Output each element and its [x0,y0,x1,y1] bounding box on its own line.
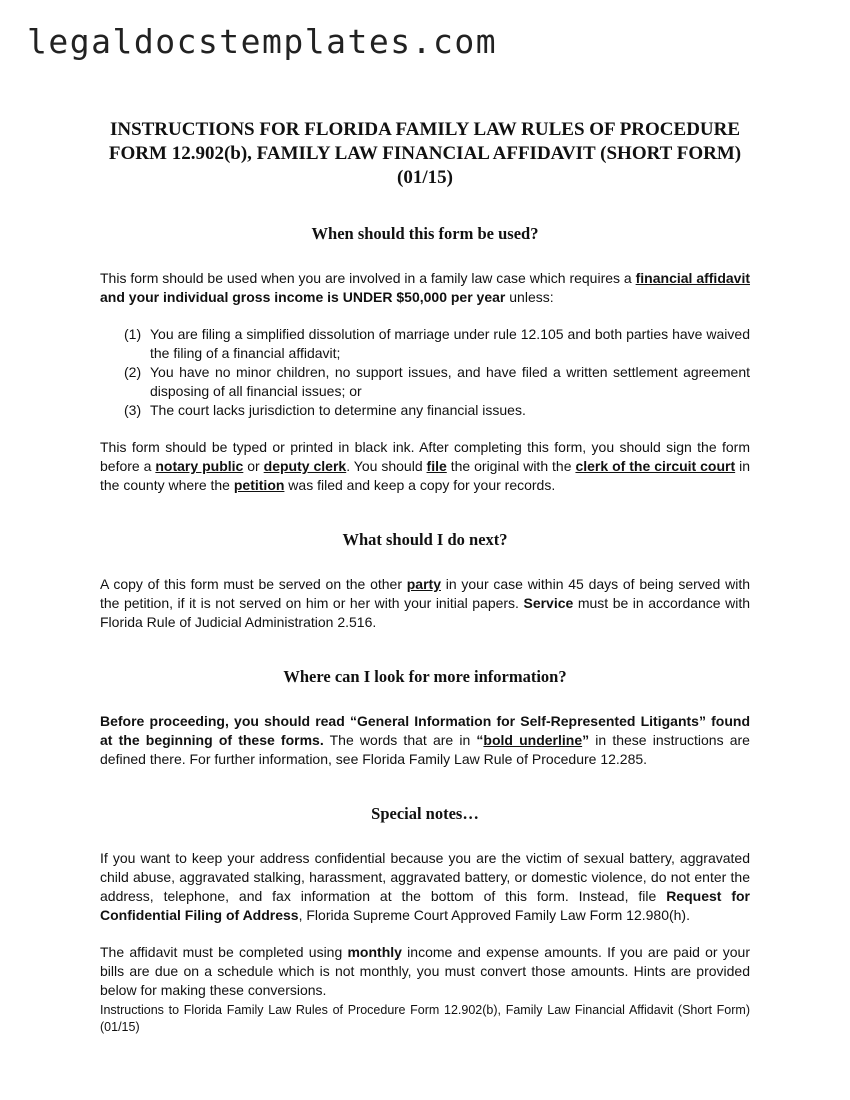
term-monthly: monthly [347,944,402,960]
form-request-confidential-filing: Request for Confidential Filing of Address [100,888,750,923]
list-text: You have no minor children, no support issues, and have filed a written settlement agreement disposing of all financial issues; or [150,364,750,399]
text: . You should [346,458,427,474]
quote-close: ” [582,732,590,748]
text: unless: [505,289,554,305]
filing-paragraph [100,438,750,495]
info-paragraph [100,712,750,769]
quote-open: “ [476,732,484,748]
term-file[interactable]: file [426,458,447,474]
list-text: You are filing a simplified dissolution of marriage under rule 12.105 and both parties have waived the filing of a financial affidavit; [150,326,750,361]
section-heading-notes: Special notes… [371,804,479,823]
list-item [100,363,750,401]
list-item [100,401,750,420]
confidential-address-paragraph [100,849,750,925]
info-bold-sentence: Before proceeding, you should read “General Information for Self-Represented Litigants” found at the beginning of these forms. [100,713,750,748]
text: or [243,458,264,474]
list-text: The court lacks jurisdiction to determine any financial issues. [150,402,526,418]
text: the original with the [446,458,576,474]
text: This form should be used when you are involved in a family law case which requires a [100,270,636,286]
next-paragraph [100,575,750,632]
text: in these instructions are defined there. For further information, see Florida Family Law Rule of Procedure 12.285. [100,732,750,767]
text: in the county where the [100,458,750,493]
list-item [100,325,750,363]
list-number: (1) [124,326,142,342]
term-service: Service [523,595,574,611]
text: income and expense amounts. If you are paid or your bills are due on a schedule which is not monthly, you must convert those amounts. Hints are provided below for making these conversions. [100,944,750,998]
document-body [100,118,750,1036]
text: in your case within 45 days of being served with the petition, if it is not served on him or her with your initial papers. [100,576,750,611]
list-number: (3) [124,402,142,418]
term-bold-underline: bold underline [483,732,583,748]
site-watermark: legaldocstemplates.com [27,22,498,61]
section-heading-next: What should I do next? [342,530,508,549]
term-financial-affidavit[interactable]: financial affidavit [635,270,750,286]
term-clerk-of-circuit-court[interactable]: clerk of the circuit court [575,458,736,474]
monthly-amounts-paragraph [100,943,750,1000]
section-heading-when: When should this form be used? [311,224,539,243]
conditions-list [100,325,750,420]
document-title: INSTRUCTIONS FOR FLORIDA FAMILY LAW RULES OF PROCEDURE FORM 12.902(b), FAMILY LAW FINANCIAL AFFIDAVIT (SHORT FORM) (01/15) [108,119,742,188]
text: A copy of this form must be served on the other [100,576,407,592]
when-intro-paragraph [100,269,750,307]
text: , Florida Supreme Court Approved Family Law Form 12.980(h). [298,907,690,923]
term-notary-public[interactable]: notary public [155,458,244,474]
text: was filed and keep a copy for your records. [284,477,556,493]
text: The words that are in [323,732,477,748]
text: This form should be typed or printed in black ink. After completing this form, you should sign the form before a [100,439,750,474]
text: The affidavit must be completed using [100,944,348,960]
list-number: (2) [124,364,142,380]
term-deputy-clerk[interactable]: deputy clerk [263,458,347,474]
term-petition[interactable]: petition [233,477,285,493]
text: If you want to keep your address confidential because you are the victim of sexual battery, aggravated child abuse, aggravated stalking, harassment, aggravated battery, or domestic violence, do not enter the address, telephone, and fax information at the bottom of this form. Instead, file [100,850,750,904]
section-heading-info: Where can I look for more information? [283,667,567,686]
term-party[interactable]: party [406,576,441,592]
text: must be in accordance with Florida Rule of Judicial Administration 2.516. [100,595,751,630]
income-condition: and your individual gross income is UNDER $50,000 per year [100,289,506,305]
page-footer: Instructions to Florida Family Law Rules of Procedure Form 12.902(b), Family Law Financial Affidavit (Short Form) (01/15) [100,1003,750,1034]
